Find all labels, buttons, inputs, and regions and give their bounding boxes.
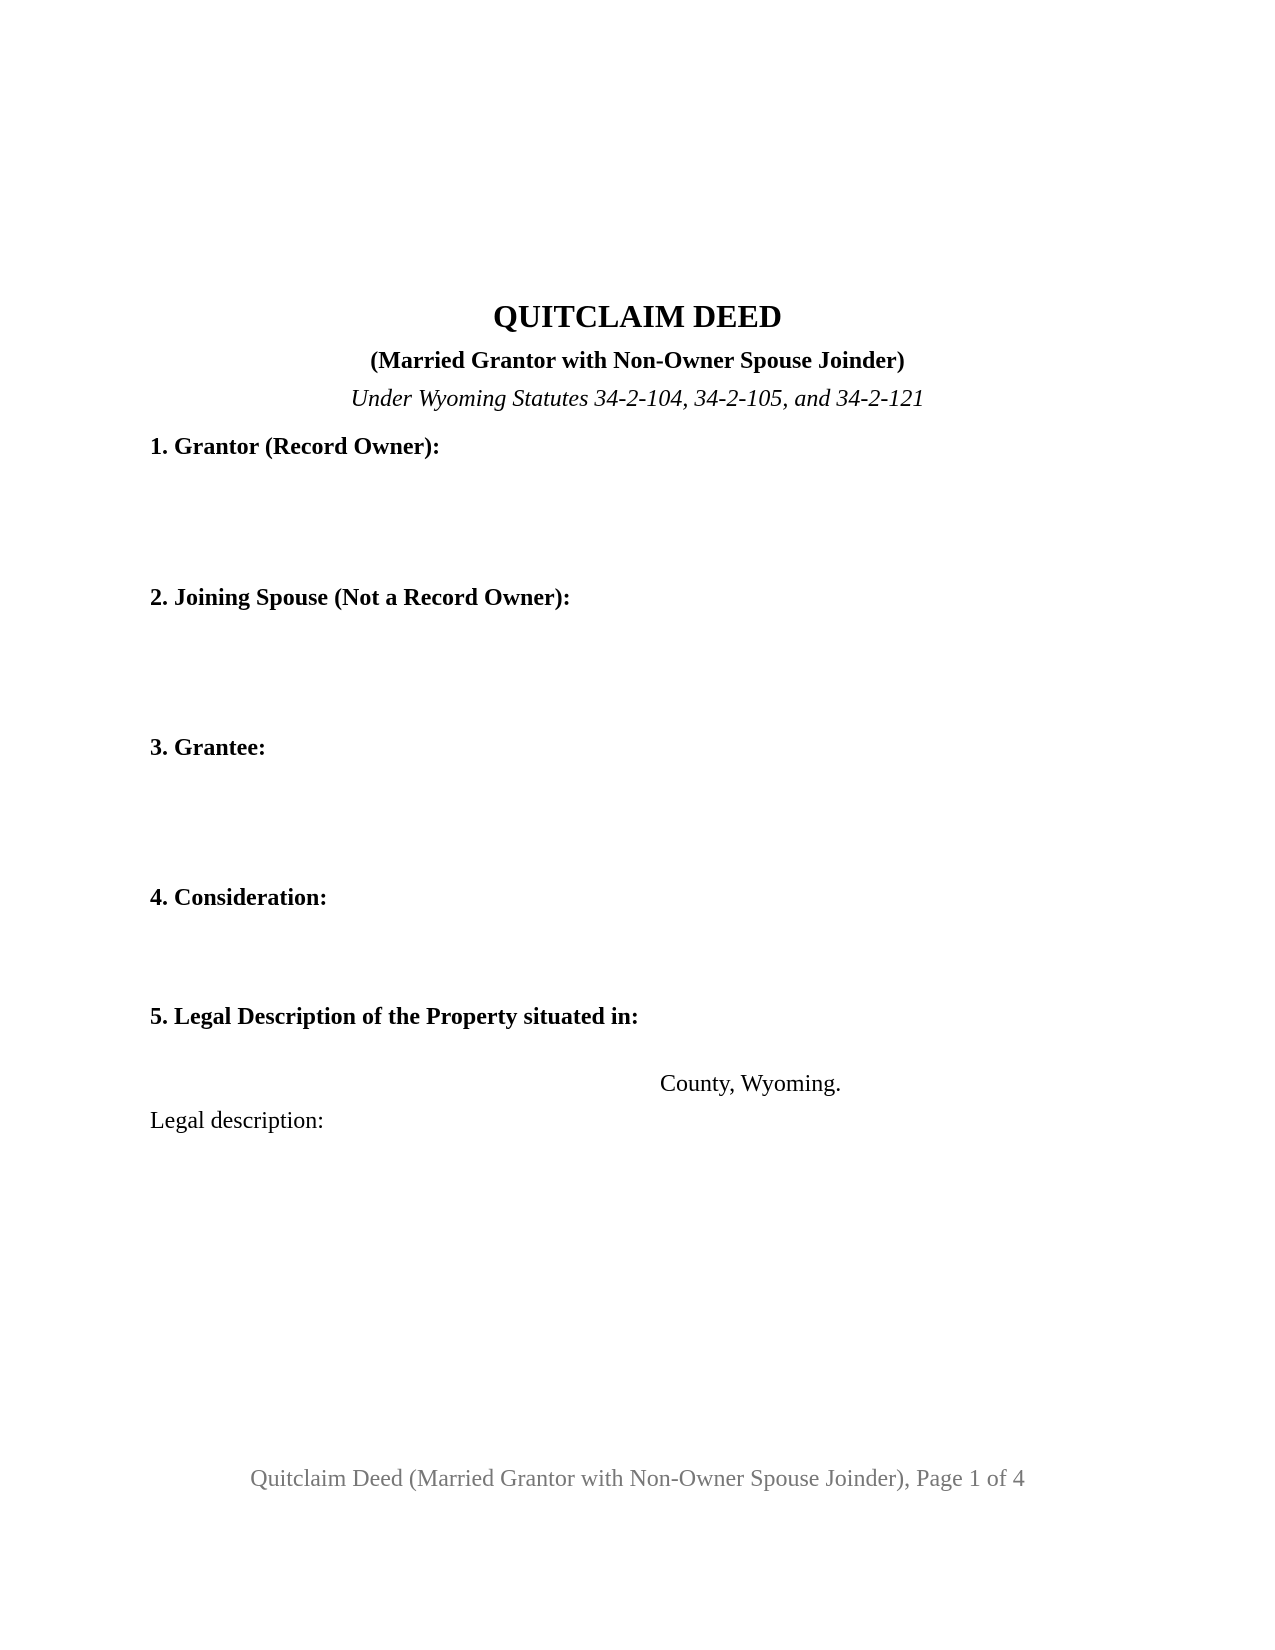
section-grantee-heading: 3. Grantee: bbox=[150, 735, 266, 761]
section-consideration-heading: 4. Consideration: bbox=[150, 885, 328, 911]
document-title: QUITCLAIM DEED bbox=[493, 298, 782, 334]
section-grantor-heading: 1. Grantor (Record Owner): bbox=[150, 434, 441, 460]
page-footer: Quitclaim Deed (Married Grantor with Non-Owner Spouse Joinder), Page 1 of 4 bbox=[250, 1466, 1025, 1492]
statute-reference: Under Wyoming Statutes 34-2-104, 34-2-105, and 34-2-121 bbox=[350, 386, 925, 412]
county-line: County, Wyoming. bbox=[660, 1071, 842, 1097]
legal-description-label: Legal description: bbox=[150, 1108, 324, 1134]
section-legal-description-heading: 5. Legal Description of the Property situated in: bbox=[150, 1004, 639, 1030]
section-joining-spouse-heading: 2. Joining Spouse (Not a Record Owner): bbox=[150, 585, 571, 611]
document-subtitle: (Married Grantor with Non-Owner Spouse Joinder) bbox=[370, 348, 905, 374]
